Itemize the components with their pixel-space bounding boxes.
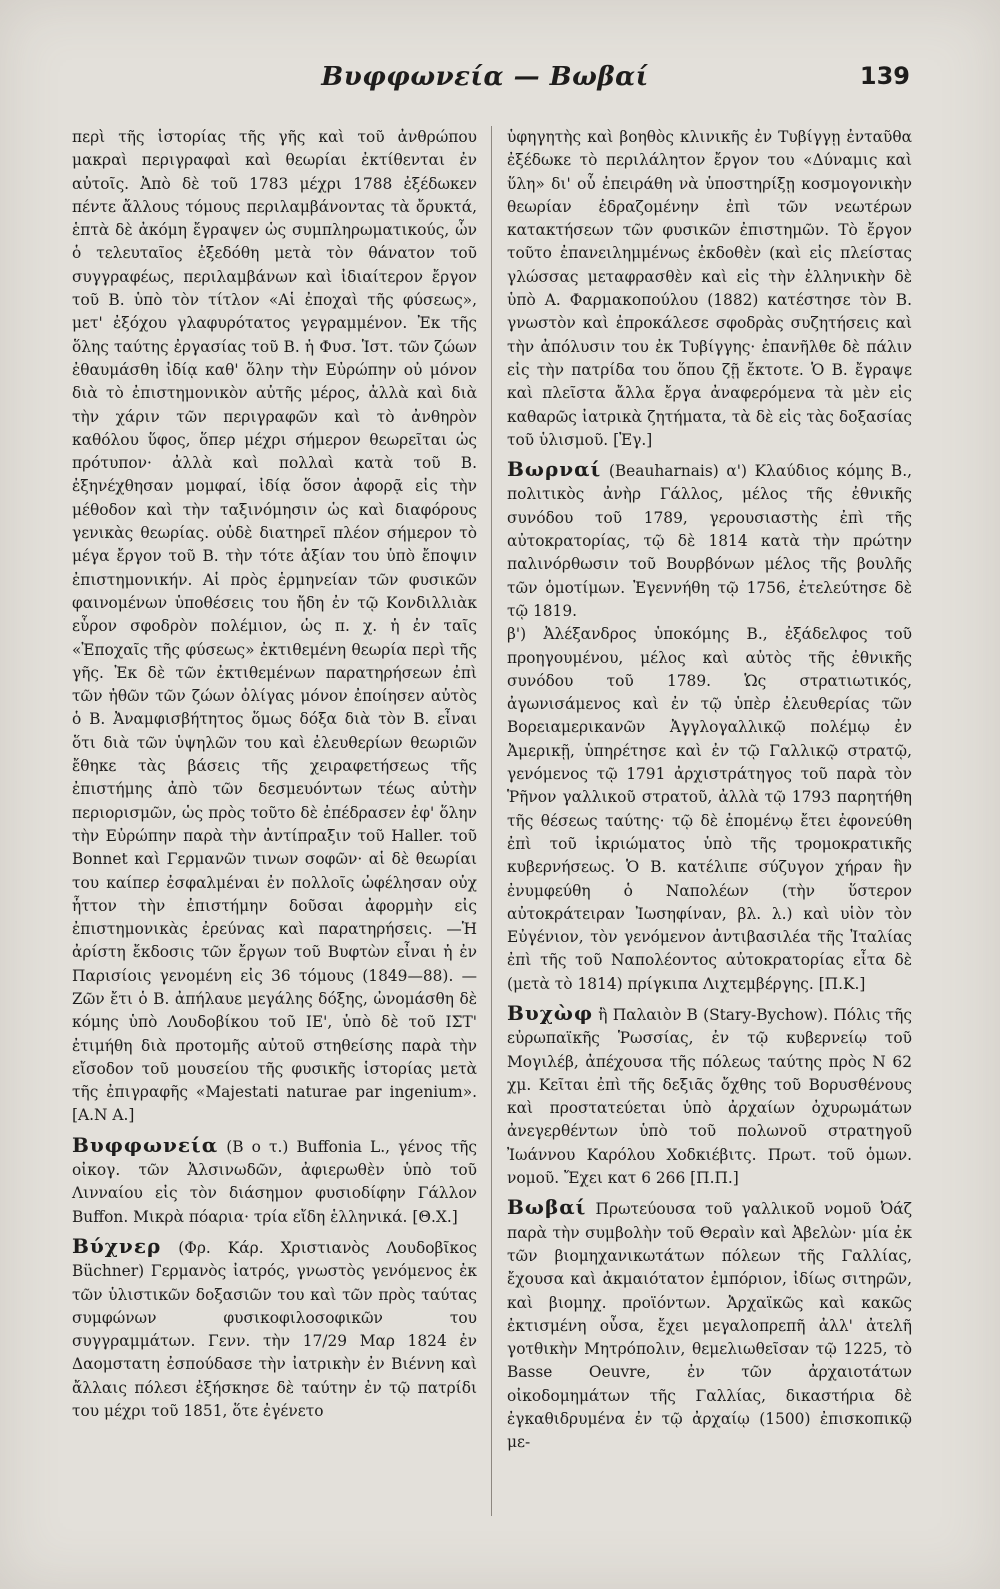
entry-text: (Φρ. Κάρ. Χριστιανὸς Λουδοβῖκος Büchner) Γερμανὸς ἰατρός, γνωστὸς γενόμενος ἐκ τῶν ὑλιστικῶν δοξασιῶν του καὶ τῶν πρὸς ταύτας συμφώνων φυσικοφιλοσοφικῶν του συγγραμμάτων. Γενν. τὴν 17/29 Μαρ 1824 ἐν Δαομστατη ἐσπούδασε τὴν ἰατρικὴν ἐν Βιέννη καὶ ἄλλαις πόλεσι ἐξήσκησε δὲ ταύτην ἐν τῷ πατρίδι του μέχρι τοῦ 1851, ὅτε ἐγένετο [72, 1238, 477, 1421]
column-rule [491, 126, 492, 1516]
entry-text: Πρωτεύουσα τοῦ γαλλικοῦ νομοῦ Ὀάζ παρὰ τὴν συμβολὴν τοῦ Θεραὶν καὶ Ἀβελὼν· μία ἐκ τῶν βιομηχανικωτάτων πόλεων τῆς Γαλλίας, ἔχουσα καὶ ἀκμαιότατον ἐμπόριον, ἰδίως σιτηρῶν, καὶ βιομηχ. προϊόντων. Ἀρχαϊκῶς καὶ κακῶς ἐκτισμένη οὖσα, ἔχει μεγαλοπρεπῆ ἀλλ' ἀτελῆ γοτθικὴν Μητρόπολιν, θεμελιωθεῖσαν τῷ 1225, τὸ Basse Oeuvre, ἐν τῶν ἀρχαιοτάτων οἰκοδομημάτων τῆς Γαλλίας, δικαστήρια δὲ ἐγκαθιδρυμένα ἐν τῷ ἀρχαίῳ (1500) ἐπισκοπικῷ με- [507, 1200, 912, 1452]
entry-bychow [507, 1002, 912, 1190]
entry-beauharnais [507, 458, 912, 623]
headword: Βυφφωνεία [72, 1132, 219, 1157]
entry-text: (Β ο τ.) Buffonia L., γένος τῆς οἰκογ. τῶν Ἀλσινωδῶν, ἀφιερωθὲν ὑπὸ τοῦ Λινναίου εἰς τὸν διάσημον φυσιοδίφην Γάλλον Buffon. Μικρὰ πόαρια· τρία εἴδη ἑλληνικά. [Θ.Χ.] [72, 1137, 477, 1226]
page-number: 139 [859, 62, 910, 90]
entry-continuation: ὑφηγητὴς καὶ βοηθὸς κλινικῆς ἐν Τυβίγγῃ ἐνταῦθα ἐξέδωκε τὸ περιλάλητον ἔργον του «Δύναμις καὶ ὕλη» δι' οὗ ἐπειράθη νὰ ὑποστηρίξῃ κοσμογονικὴν θεωρίαν ἐδραζομένην ἐπὶ τῶν νεωτέρων κατακτήσεων τῶν φυσικῶν ἐπιστημῶν. Τὸ ἔργον τοῦτο ἐπανειλημμένως ἐκδοθὲν (καὶ εἰς πλείστας γλώσσας μεταφρασθὲν καὶ εἰς τὴν ἑλληνικὴν δὲ ὑπὸ Α. Φαρμακοπούλου (1882) κατέστησε τὸν Β. γνωστὸν καὶ ἐπροκάλεσε σφοδρὰς συζητήσεις καὶ τὴν ἀπόλυσιν του ἐκ Τυβίγγης· ἐπανῆλθε δὲ πάλιν εἰς τὴν πατρίδα του ὅπου ζῇ ἔκτοτε. Ὁ Β. ἔγραψε καὶ πλεῖστα ἄλλα ἔργα ἀναφερόμενα τὰ μὲν εἰς καθαρῶς ἰατρικὰ ζητήματα, τὰ δὲ εἰς τὰς δοξασίας τοῦ ὑλισμοῦ. [Ἐγ.] [507, 128, 912, 449]
headword: Βωβαί [507, 1195, 587, 1220]
entry-text: ἢ Παλαιὸν Β (Stary-Bychow). Πόλις τῆς εὐρωπαϊκῆς Ῥωσσίας, ἐν τῷ κυβερνείῳ τοῦ Μογιλέβ, ἀπέχουσα τῆς πόλεως ταύτης πρὸς Ν 62 χμ. Κεῖται ἐπὶ τῆς δεξιᾶς ὄχθης τοῦ Βορυσθένους καὶ προστατεύεται ὑπὸ ἀρχαίων ὀχυρωμάτων ἀνεγερθέντων ὑπὸ τοῦ πολωνοῦ στρατηγοῦ Ἰωάννου Καρόλου Χοδκιέβιτς. Πρωτ. τοῦ ὁμων. νομοῦ. Ἔχει κατ 6 266 [Π.Π.] [507, 1005, 912, 1188]
headword: Βύχνερ [72, 1233, 162, 1258]
running-title: Βυφφωνεία — Βωβαί [321, 62, 649, 92]
entry-text: (Beauharnais) α') Κλαύδιος κόμης Β., πολιτικὸς ἀνὴρ Γάλλος, μέλος τῆς ἐθνικῆς συνόδου τοῦ 1789, γερουσιαστὴς ἐπὶ τῆς αὐτοκρατορίας, τῷ δὲ 1814 κατὰ τὴν πρώτην παλινόρθωσιν τοῦ Βουρβόνων μέλος τῆς βουλῆς τῶν ὁμοτίμων. Ἐγεννήθη τῷ 1756, ἐτελεύτησε δὲ τῷ 1819. [507, 462, 912, 620]
right-column [507, 126, 912, 1455]
entry-buechner [72, 1235, 477, 1423]
left-column [72, 126, 477, 1423]
entry-continuation: περὶ τῆς ἱστορίας τῆς γῆς καὶ τοῦ ἀνθρώπου μακραὶ περιγραφαὶ καὶ θεωρίαι ἐκτίθενται ἐν αὐτοῖς. Ἀπὸ δὲ τοῦ 1783 μέχρι 1788 ἐξέδωκεν πέντε ἄλλους τόμους περιλαμβάνοντας τὰ ὄρυκτά, ἑπτὰ δὲ ἀκόμη ἔγραψεν ὡς συμπληρωματικούς, ὧν ὁ τελευταῖος ἐξεδόθη μετὰ τὸν θάνατον τοῦ συγγραφέως, περιλαμβάνων καὶ ἰδιαίτερον ἔργον τοῦ Β. ὑπὸ τὸν τίτλον «Αἱ ἐποχαὶ τῆς φύσεως», μετ' ἐξόχου γλαφυρότατος γεγραμμένον. Ἐκ τῆς ὅλης ταύτης ἐργασίας τοῦ Β. ἡ Φυσ. Ἱστ. τῶν ζώων ἐθαυμάσθη ἰδίᾳ καθ' ὅλην τὴν Εὐρώπην οὐ μόνον διὰ τὸ ἐπιστημονικὸν αὐτῆς μέρος, ἀλλὰ καὶ διὰ τὴν χάριν τῶν περιγραφῶν καὶ τὸ ἀνθηρὸν καθόλου ὕφος, ὅπερ μέχρι σήμερον θεωρεῖται ὡς πρότυπον· ἀλλὰ καὶ πολλαὶ κατὰ τοῦ Β. ἐξηνέχθησαν μομφαί, ἰδίᾳ ὅσον ἀφορᾷ εἰς τὴν μέθοδον καὶ τὴν ταξινόμησιν ὡς καὶ διαφόρους γενικὰς θεωρίας. οὐδὲ διατηρεῖ πλέον σήμερον τὸ μέγα ἔργον τοῦ Β. τὴν τότε ἀξίαν του ὑπὸ ἔποψιν ἐπιστημονικήν. Αἱ πρὸς ἑρμηνείαν τῶν φυσικῶν φαινομένων ὑποθέσεις του ἤδη ἐν τῷ Κονδιλλιὰκ εὗρον σφοδρὸν πολέμιον, ὡς π. χ. ἡ ἐν ταῖς «Ἐποχαῖς τῆς φύσεως» ἐκτιθεμένη θεωρία περὶ τῆς γῆς. Ἐκ δὲ τῶν ἐκτιθεμένων παρατηρήσεων ἐπὶ τῶν ἠθῶν τῶν ζώων ὀλίγας μόνον ἐποίησεν αὐτὸς ὁ Β. Ἀναμφισβήτητος ὅμως δόξα διὰ τὸν Β. εἶναι ὅτι διὰ τῶν ὑψηλῶν του καὶ ἐλευθερίων θεωριῶν ἔθηκε τὰς βάσεις τῆς χειραφετήσεως τῆς ἐπιστήμης ἀπὸ τῶν δεσμευόντων τέως αὐτὴν περιορισμῶν, ὡς πρὸς τοῦτο δὲ ἐπέδρασεν ἐφ' ὅλην τὴν Εὐρώπην παρὰ τὴν ἀντίπραξιν τοῦ Haller. τοῦ Bonnet καὶ Γερμανῶν τινων σοφῶν· αἱ δὲ θεωρίαι του καίπερ ἐσφαλμέναι ἐν πολλοῖς ὠφέλησαν οὐχ ἧττον τὴν ἐπιστήμην δοῦσαι ἀφορμὴν εἰς ἐπιστημονικὰς ἐρεύνας καὶ παρατηρήσεις. —Ἡ ἀρίστη ἔκδοσις τῶν ἔργων τοῦ Βυφτὼν εἶναι ἡ ἐν Παρισίοις γενομένη εἰς 36 τόμους (1849—88). —Ζῶν ἔτι ὁ Β. ἀπήλαυε μεγάλης δόξης, ὠνομάσθη δὲ κόμης ὑπὸ Λουδοβίκου τοῦ ΙΕ', ὑπὸ δὲ τοῦ ΙΣΤ' ἐτιμήθη διὰ προτομῆς αὐτοῦ στηθείσης παρὰ τὴν εἴσοδον τοῦ μουσείου τῆς φυσικῆς ἱστορίας μετὰ τῆς ἐπιγραφῆς «Majestati naturae par ingenium». [A.N A.] [72, 128, 477, 1125]
entry-buffonia [72, 1134, 477, 1229]
headword: Βυχὼφ [507, 1000, 594, 1025]
entry-beauvais [507, 1196, 912, 1454]
page-header [60, 52, 910, 102]
entry-subsection: β') Ἀλέξανδρος ὑποκόμης Β., ἐξάδελφος τοῦ προηγουμένου, μέλος καὶ αὐτὸς τῆς ἐθνικῆς συνόδου τοῦ 1789. Ὡς στρατιωτικός, ἀγωνισάμενος καὶ ἐν τῷ ὑπὲρ ἐλευθερίας τῶν Βορειαμερικανῶν Ἀγγλογαλλικῷ πολέμῳ ἐν Ἀμερικῇ, ὑπηρέτησε καὶ ἐν τῷ Γαλλικῷ στρατῷ, γενόμενος τῷ 1791 ἀρχιστράτηγος τοῦ παρὰ τὸν Ῥῆνον γαλλικοῦ στρατοῦ, ἀλλὰ τῷ 1793 παρητήθη τῆς θέσεως ταύτης· τῷ δὲ ἑπομένῳ ἔτει ἐφονεύθη ἐπὶ τοῦ ἰκριώματος ὑπὸ τῆς τρομοκρατικῆς κυβερνήσεως. Ὁ Β. κατέλιπε σύζυγον χήραν ἣν ἐνυμφεύθη ὁ Ναπολέων (τὴν ὕστερον αὐτοκράτειραν Ἰωσηφίναν, βλ. λ.) καὶ υἱὸν τὸν Εὐγένιον, τὸν γενόμενον ἀντιβασιλέα τῆς Ἰταλίας ἐπὶ τῆς τοῦ Ναπολέοντος αὐτοκρατορίας εἶτα δὲ (μετὰ τὸ 1814) πρίγκιπα Λιχτεμβέργης. [Π.Κ.] [507, 625, 912, 993]
headword: Βωρναί [507, 457, 602, 482]
